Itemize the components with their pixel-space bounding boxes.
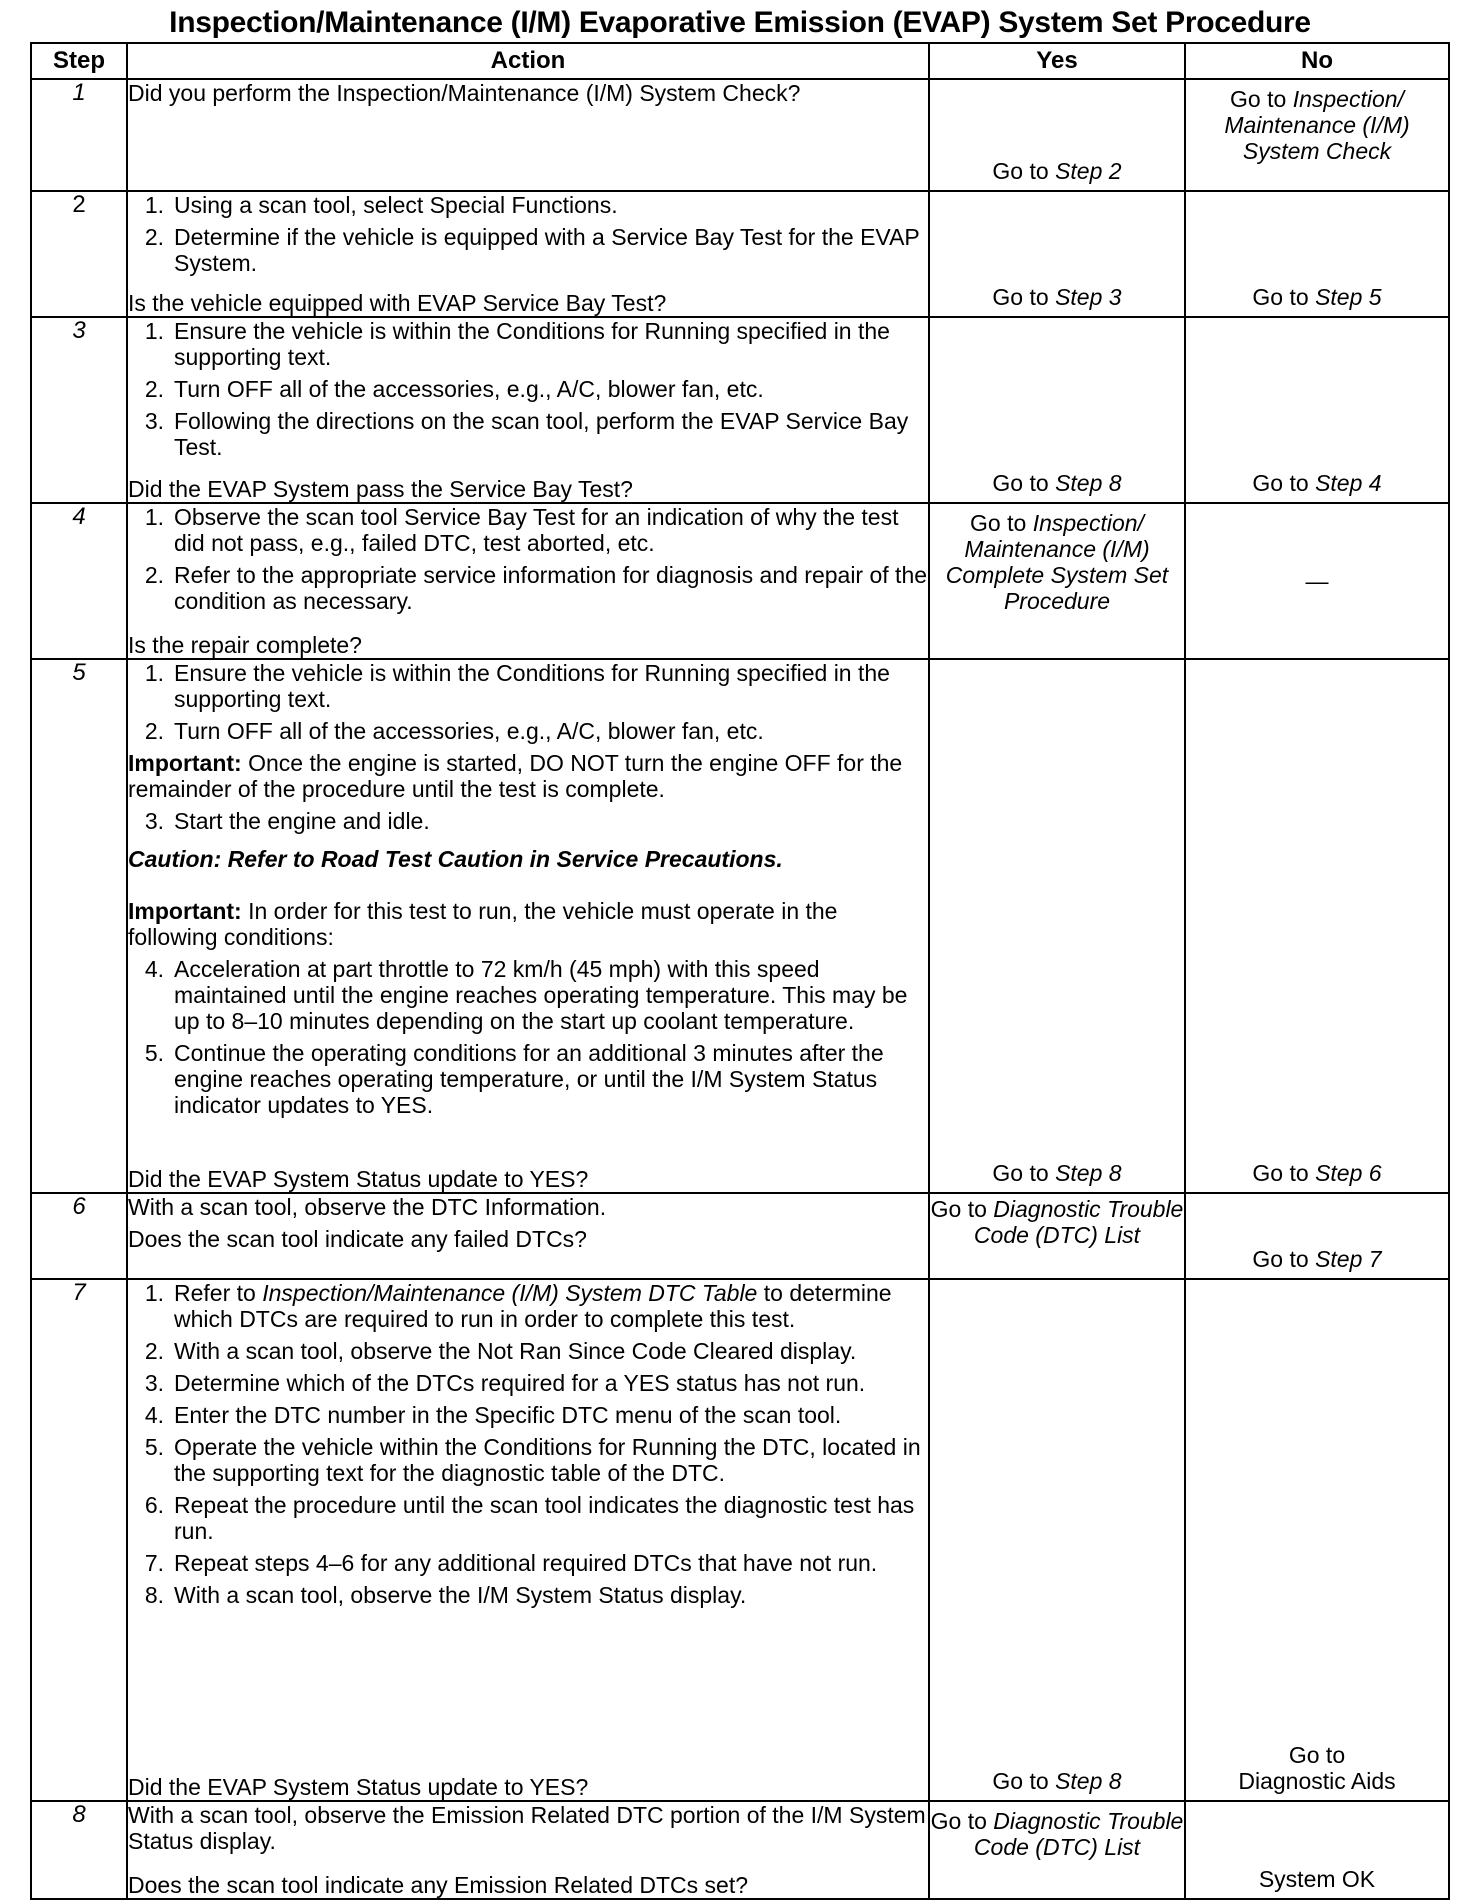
yes-cell [929,1193,1185,1279]
list-item: 4. Enter the DTC number in the Specific DTC menu of the scan tool. [144,1402,842,1428]
step-number: 2 [31,191,127,317]
yes-cell [929,1801,1185,1899]
yes-cell [929,191,1185,317]
no-cell [1185,1279,1449,1801]
no-cell [1185,1193,1449,1279]
system-ok: System OK [1258,1866,1376,1892]
yes-link[interactable]: Go to Step 8 [992,1768,1122,1794]
question: Did you perform the Inspection/Maintenance (I/M) System Check? [128,80,801,106]
list-item: 2. Turn OFF all of the accessories, e.g., A/C, blower fan, etc. [144,718,764,744]
no-cell [1185,191,1449,317]
question: Does the scan tool indicate any failed DTCs? [128,1226,587,1252]
header-action: Action [127,43,929,79]
yes-cell [929,1279,1185,1801]
header-yes: Yes [929,43,1185,79]
action-cell [127,191,929,317]
action-cell [127,659,929,1193]
action-cell [127,1193,929,1279]
no-cell [1185,317,1449,503]
question: Did the EVAP System pass the Service Bay Test? [128,476,633,502]
table-row [31,503,1449,659]
list-item: 3. Start the engine and idle. [144,808,430,834]
no-cell [1185,79,1449,191]
list-item: 5. Operate the vehicle within the Conditions for Running the DTC, located in the supporting text for the diagnostic table of the DTC. [144,1434,921,1486]
important-note: Important: In order for this test to run, the vehicle must operate in the following conditions: [128,898,838,950]
page-title: Inspection/Maintenance (I/M) Evaporative Emission (EVAP) System Set Procedure [169,6,1311,39]
table-row [31,79,1449,191]
yes-cell [929,79,1185,191]
question: Is the repair complete? [128,632,362,658]
step-number: 3 [31,317,127,503]
no-link[interactable]: Go to Diagnostic Aids [1238,1742,1396,1794]
list-item: 6. Repeat the procedure until the scan tool indicates the diagnostic test has run. [144,1492,915,1544]
action-cell [127,503,929,659]
yes-cell [929,503,1185,659]
action-cell [127,1801,929,1899]
header-row [31,43,1449,79]
step-number: 4 [31,503,127,659]
yes-cell [929,659,1185,1193]
important-note: Important: Once the engine is started, DO NOT turn the engine OFF for the remainder of the procedure until the test is complete. [128,750,903,802]
list-item: 2. With a scan tool, observe the Not Ran Since Code Cleared display. [144,1338,857,1364]
list-item: 1. Refer to Inspection/Maintenance (I/M) System DTC Table to determine which DTCs are required to run in order to complete this test. [144,1280,892,1332]
table-row [31,659,1449,1193]
yes-link[interactable]: Go to Step 8 [992,470,1122,496]
yes-link[interactable]: Go to Inspection/ Maintenance (I/M) Complete System Set Procedure [945,510,1169,614]
no-cell [1185,1801,1449,1899]
instruction: With a scan tool, observe the DTC Information. [128,1194,607,1220]
list-item: 5. Continue the operating conditions for an additional 3 minutes after the engine reaches operating temperature, or until the I/M System Status indicator updates to YES. [144,1040,884,1118]
list-item: 1. Ensure the vehicle is within the Conditions for Running specified in the supporting text. [144,660,890,712]
procedure-table [30,42,1450,1900]
list-item: 2. Refer to the appropriate service information for diagnosis and repair of the condition as necessary. [144,562,928,614]
table-row [31,1279,1449,1801]
question: Did the EVAP System Status update to YES? [128,1166,589,1192]
list-item: 3. Determine which of the DTCs required for a YES status has not run. [144,1370,866,1396]
no-link[interactable]: Go to Step 7 [1252,1246,1382,1272]
list-item: 1. Observe the scan tool Service Bay Test for an indication of why the test did not pass, e.g., failed DTC, test aborted, etc. [144,504,899,556]
table-row [31,1193,1449,1279]
no-link[interactable]: Go to Step 6 [1252,1160,1382,1186]
list-item: 3. Following the directions on the scan tool, perform the EVAP Service Bay Test. [144,408,909,460]
action-cell [127,317,929,503]
header-no: No [1185,43,1449,79]
caution-note: Caution: Refer to Road Test Caution in Service Precautions. [128,846,783,872]
no-link[interactable]: Go to Step 5 [1252,284,1382,310]
yes-link[interactable]: Go to Diagnostic Trouble Code (DTC) List [930,1808,1184,1860]
list-item: 8. With a scan tool, observe the I/M System Status display. [144,1582,747,1608]
table-row [31,1801,1449,1899]
table-row [31,317,1449,503]
list-item: 7. Repeat steps 4–6 for any additional required DTCs that have not run. [144,1550,878,1576]
list-item: 1. Ensure the vehicle is within the Conditions for Running specified in the supporting text. [144,318,890,370]
list-item: 4. Acceleration at part throttle to 72 km/h (45 mph) with this speed maintained until the engine reaches operating temperature. This may be up to 8–10 minutes depending on the start up coolant temperature. [144,956,908,1034]
step-number: 7 [31,1279,127,1801]
list-item: 2. Determine if the vehicle is equipped with a Service Bay Test for the EVAP System. [144,224,920,276]
table-row [31,191,1449,317]
yes-link[interactable]: Go to Step 8 [992,1160,1122,1186]
list-item: 1. Using a scan tool, select Special Functions. [144,192,618,218]
yes-link[interactable]: Go to Step 2 [992,158,1122,184]
action-cell [127,79,929,191]
dtc-table-link[interactable]: Inspection/Maintenance (I/M) System DTC Table [262,1280,758,1306]
header-step: Step [31,43,127,79]
yes-cell [929,317,1185,503]
question: Does the scan tool indicate any Emission Related DTCs set? [128,1872,749,1898]
step-number: 6 [31,1193,127,1279]
action-cell [127,1279,929,1801]
no-dash: — [1305,568,1329,594]
step-number: 8 [31,1801,127,1899]
step-number: 5 [31,659,127,1193]
instruction: With a scan tool, observe the Emission Related DTC portion of the I/M System Status display. [128,1802,926,1854]
step-number: 1 [31,79,127,191]
no-cell [1185,659,1449,1193]
question: Is the vehicle equipped with EVAP Service Bay Test? [128,290,667,316]
list-item: 2. Turn OFF all of the accessories, e.g., A/C, blower fan, etc. [144,376,764,402]
no-link[interactable]: Go to Inspection/ Maintenance (I/M) System Check [1224,86,1410,164]
yes-link[interactable]: Go to Diagnostic Trouble Code (DTC) List [930,1196,1184,1248]
yes-link[interactable]: Go to Step 3 [992,284,1122,310]
question: Did the EVAP System Status update to YES? [128,1774,589,1800]
no-link[interactable]: Go to Step 4 [1252,470,1382,496]
no-cell [1185,503,1449,659]
